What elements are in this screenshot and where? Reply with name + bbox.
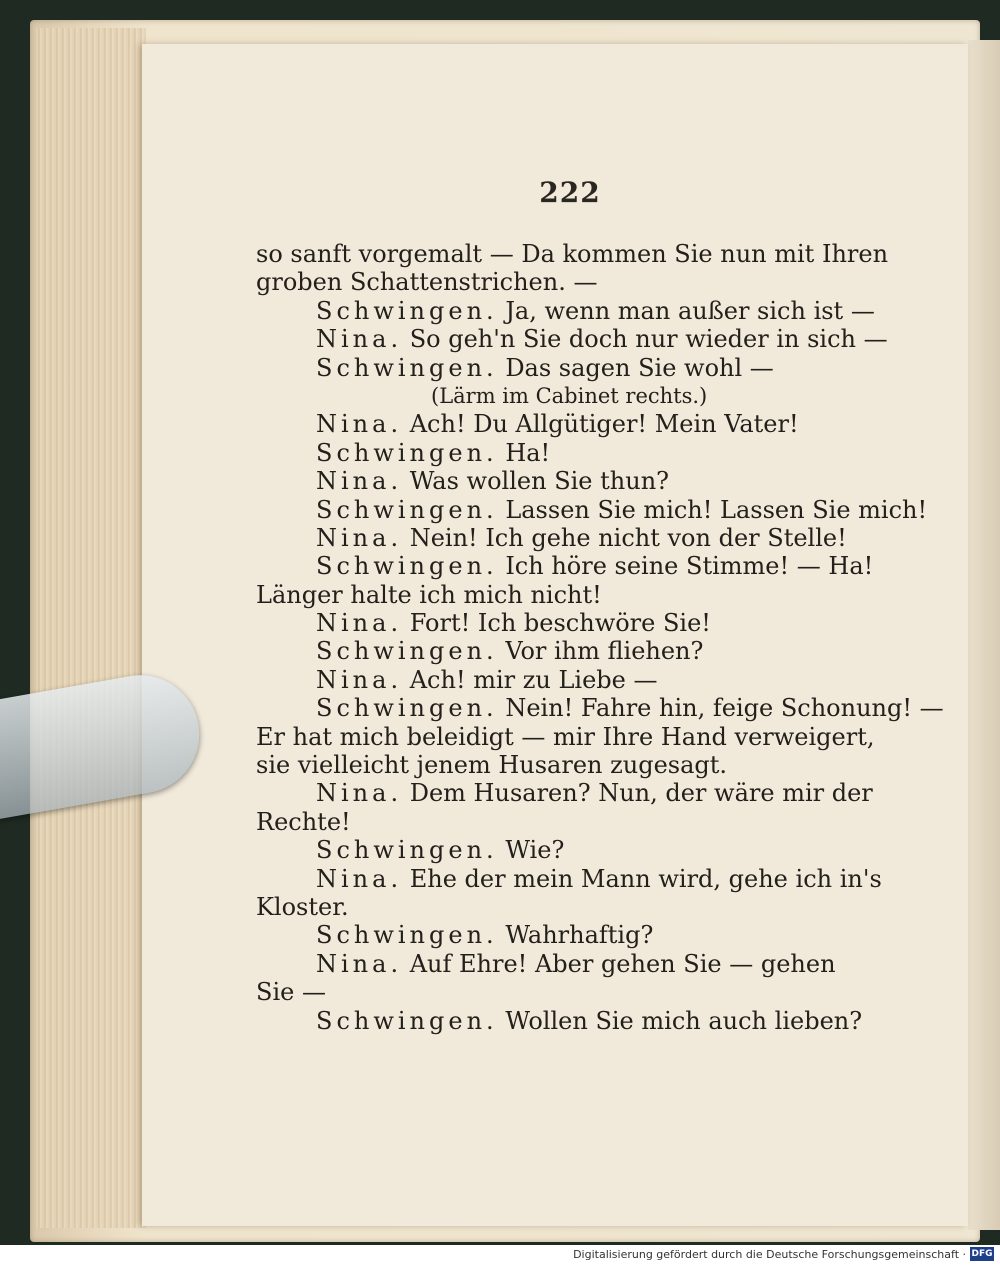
dialogue-text: Dem Husaren? Nun, der wäre mir der — [409, 779, 873, 808]
speaker-name: Nina. — [316, 523, 403, 552]
dialogue-text: Ich höre seine Stimme! — Ha! — [505, 552, 874, 581]
speaker-name: Nina. — [316, 864, 403, 893]
dialogue-line — [256, 354, 890, 382]
dialogue-line — [256, 410, 890, 438]
dialogue-line — [256, 297, 890, 325]
dfg-logo-icon: DFG — [971, 1249, 993, 1259]
dialogue-text: Nein! Fahre hin, feige Schonung! — — [505, 694, 944, 723]
text-line: Sie — — [256, 978, 326, 1007]
dialogue-line — [256, 694, 944, 723]
text-line: Länger halte ich mich nicht! — [256, 580, 602, 609]
dialogue-text: Was wollen Sie thun? — [409, 467, 670, 496]
speaker-name: Nina. — [316, 410, 403, 439]
speaker-name: Schwingen. — [316, 921, 498, 950]
dialogue-text: Ach! mir zu Liebe — — [409, 665, 658, 694]
text-line: sie vielleicht jenem Husaren zugesagt. — [256, 751, 728, 780]
dialogue-line — [256, 1007, 890, 1035]
dialogue-line — [256, 865, 890, 893]
footer-bar — [0, 1245, 1000, 1265]
funding-credit: Digitalisierung gefördert durch die Deutsche Forschungsgemeinschaft · — [573, 1248, 966, 1261]
dialogue-line — [256, 467, 890, 495]
speaker-name: Schwingen. — [316, 552, 498, 581]
stage-direction: (Lärm im Cabinet rechts.) — [431, 383, 708, 408]
dialogue-text: Nein! Ich gehe nicht von der Stelle! — [409, 523, 847, 552]
dialogue-text: Ach! Du Allgütiger! Mein Vater! — [409, 410, 799, 439]
speaker-name: Schwingen. — [316, 296, 498, 325]
facing-page-edge — [968, 40, 1000, 1230]
speaker-name: Nina. — [316, 949, 403, 978]
speaker-name: Schwingen. — [316, 353, 498, 382]
dialogue-text: So geh'n Sie doch nur wieder in sich — — [409, 325, 888, 354]
page-edges — [36, 28, 146, 1228]
dialogue-text: Vor ihm fliehen? — [505, 637, 704, 666]
dialogue-text: Fort! Ich beschwöre Sie! — [409, 609, 711, 638]
speaker-name: Schwingen. — [316, 495, 498, 524]
dialogue-line — [256, 921, 890, 949]
dialogue-text: Ha! — [505, 438, 551, 467]
dialogue-line — [256, 439, 890, 467]
speaker-name: Schwingen. — [316, 694, 498, 723]
dialogue-line — [256, 609, 890, 637]
text-line: Er hat mich beleidigt — mir Ihre Hand verweigert, — [256, 722, 875, 751]
page-number: 222 — [539, 176, 601, 209]
speaker-name: Nina. — [316, 609, 403, 638]
dialogue-text: Ja, wenn man außer sich ist — — [505, 296, 875, 325]
dialogue-text: Auf Ehre! Aber gehen Sie — gehen — [409, 949, 836, 978]
dialogue-line — [256, 495, 928, 524]
text-line: so sanft vorgemalt — Da kommen Sie nun mit Ihren — [256, 240, 889, 268]
speaker-name: Nina. — [316, 325, 403, 354]
page-text — [256, 240, 944, 1035]
speaker-name: Schwingen. — [316, 1006, 498, 1035]
dialogue-text: Wollen Sie mich auch lieben? — [505, 1006, 863, 1035]
dialogue-text: Lassen Sie mich! Lassen Sie mich! — [505, 495, 928, 524]
speaker-name: Nina. — [316, 665, 403, 694]
dialogue-line — [256, 950, 890, 978]
speaker-name: Schwingen. — [316, 637, 498, 666]
speaker-name: Nina. — [316, 779, 403, 808]
dialogue-line — [256, 666, 890, 694]
dialogue-line — [256, 325, 890, 353]
dialogue-line — [256, 637, 890, 665]
text-line: groben Schattenstrichen. — — [256, 268, 598, 297]
speaker-name: Nina. — [316, 467, 403, 496]
dialogue-text: Ehe der mein Mann wird, gehe ich in's — [409, 864, 882, 893]
dialogue-line — [256, 836, 890, 864]
text-line: Rechte! — [256, 807, 351, 836]
speaker-name: Schwingen. — [316, 836, 498, 865]
dialogue-line — [256, 779, 890, 807]
text-line: Kloster. — [256, 892, 349, 921]
dialogue-line — [256, 552, 890, 580]
dialogue-line — [256, 524, 890, 552]
dialogue-text: Wahrhaftig? — [505, 921, 654, 950]
dialogue-text: Wie? — [505, 836, 565, 865]
speaker-name: Schwingen. — [316, 438, 498, 467]
dialogue-text: Das sagen Sie wohl — — [505, 353, 774, 382]
